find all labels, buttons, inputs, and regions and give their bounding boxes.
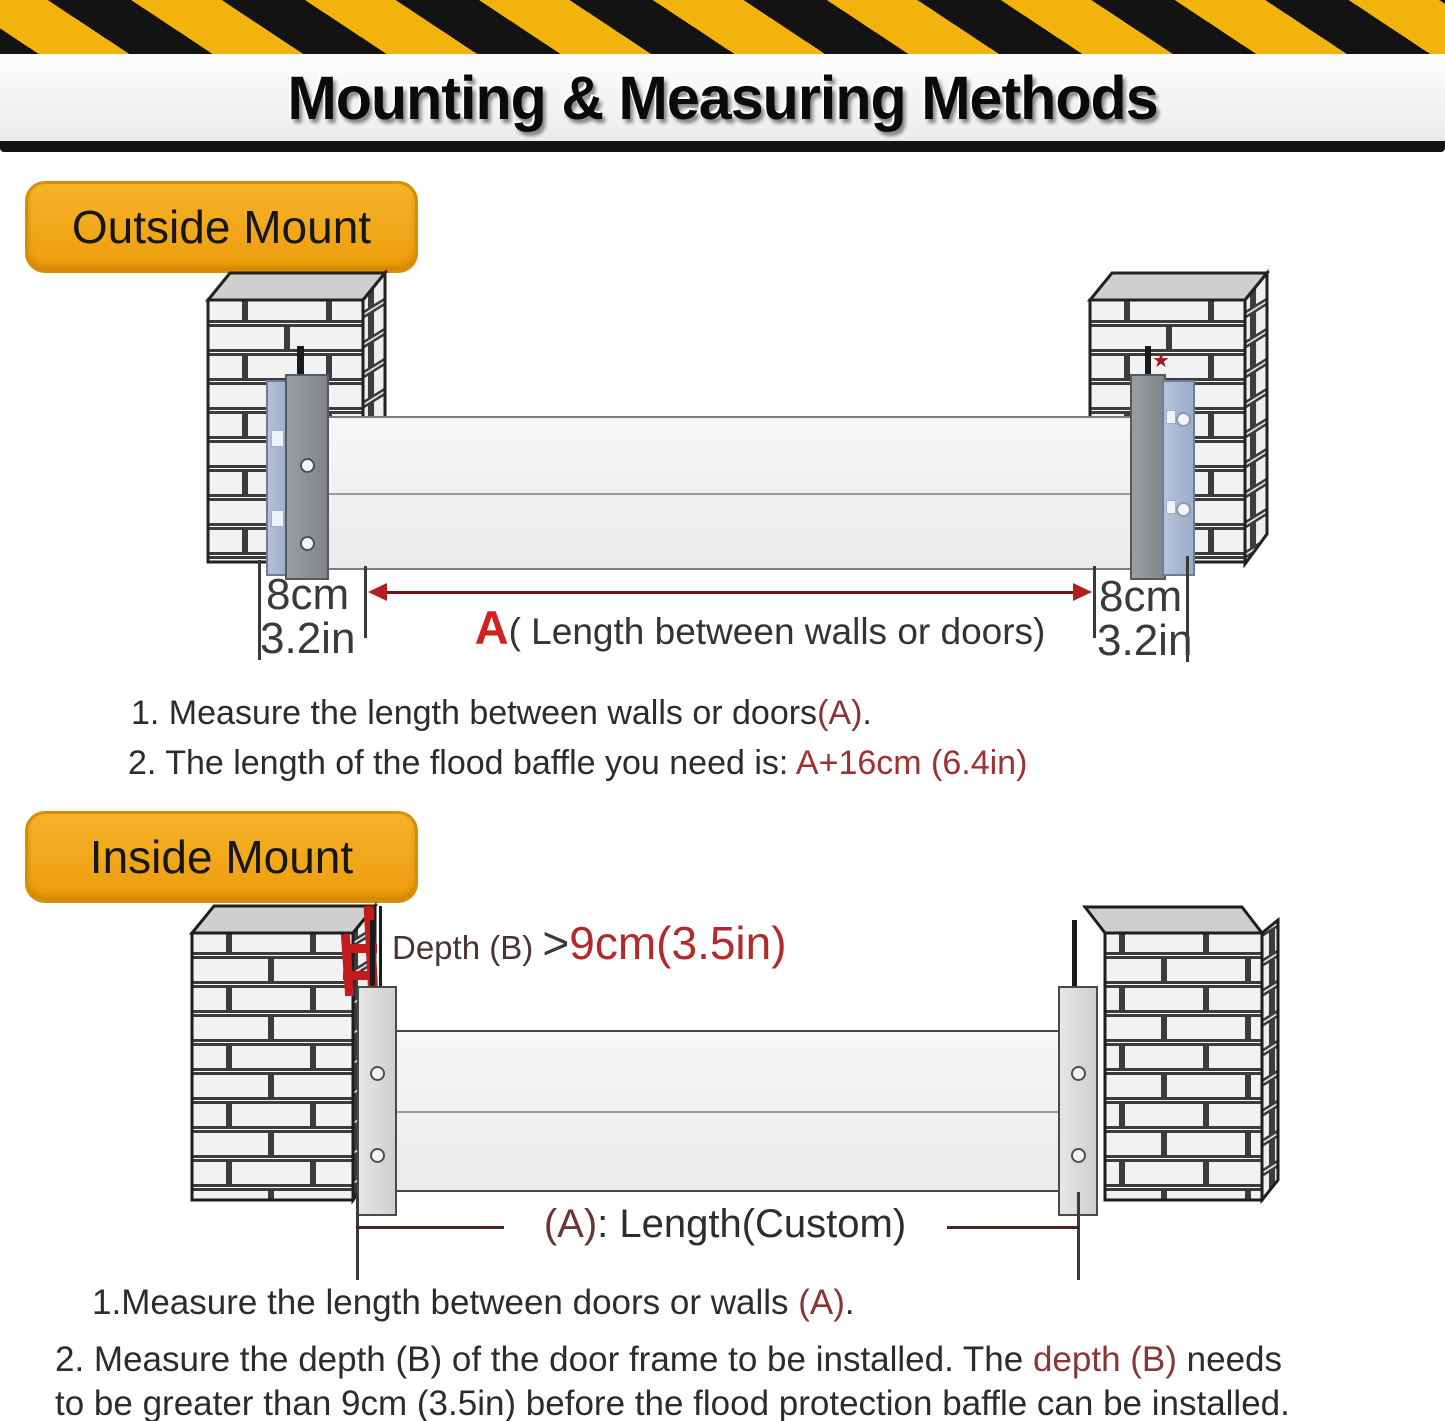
- dimension-arrow: [368, 583, 1092, 601]
- length-a-label: A( Length between walls or doors): [474, 601, 1046, 654]
- flood-barrier-outside: [318, 416, 1140, 570]
- anchor-rod-inside-left: [370, 920, 375, 990]
- dimension-tick: [1093, 566, 1096, 638]
- inside-mount-badge-label: Inside Mount: [89, 831, 354, 883]
- mounting-channel-outside-left: [285, 374, 329, 580]
- offset-right-in: 3.2in: [1097, 616, 1193, 665]
- seal-strip-outside-right: [1162, 380, 1195, 576]
- length-a-accent: A: [474, 601, 509, 654]
- inside-step-1: 1.Measure the length between doors or walls (A).: [92, 1283, 855, 1322]
- inside-mount-badge: [25, 811, 418, 903]
- mounting-channel-outside-right: [1130, 374, 1166, 580]
- banner-divider: [0, 141, 1445, 152]
- outside-step-2: 2. The length of the flood baffle you need is: A+16cm (6.4in): [128, 744, 1028, 782]
- anchor-rod-inside-right: [1072, 920, 1077, 990]
- page-title: Mounting & Measuring Methods: [287, 64, 1158, 132]
- outside-mount-badge-label: Outside Mount: [71, 201, 372, 253]
- flood-barrier-inside: [393, 1030, 1067, 1192]
- offset-left-in: 3.2in: [260, 614, 356, 663]
- screw-hole: [370, 1148, 385, 1163]
- depth-label: Depth (B) >9cm(3.5in): [392, 917, 787, 969]
- dimension-line: [356, 1226, 504, 1229]
- mounting-channel-inside-right: [1058, 986, 1098, 1216]
- screw-hole: [1071, 1066, 1086, 1081]
- strip-mark: [271, 430, 284, 447]
- dimension-tick: [356, 1196, 359, 1280]
- strip-mark: [1166, 410, 1176, 424]
- screw-hole: [370, 1066, 385, 1081]
- strip-mark: [271, 510, 284, 527]
- hazard-stripe-band: [0, 0, 1445, 56]
- barrier-panel-seam: [320, 493, 1138, 495]
- arrowhead-right-icon: [1073, 583, 1092, 601]
- screw-hole: [300, 536, 315, 551]
- offset-left-cm: 8cm: [266, 570, 350, 619]
- brick-pillar-inside-right: [1080, 898, 1295, 1212]
- dimension-line: [947, 1226, 1079, 1229]
- inside-step-2: 2. Measure the depth (B) of the door frame to be installed. The depth (B) needs to be greater than 9cm (3.5in) before the flood protection baffle can be installed.: [55, 1340, 1290, 1421]
- star-mark-icon: ★: [1152, 350, 1170, 372]
- dimension-tick: [364, 566, 367, 638]
- mounting-channel-inside-left: [357, 986, 397, 1216]
- screw-hole: [300, 458, 315, 473]
- outside-step-1: 1. Measure the length between walls or doors(A).: [131, 694, 872, 732]
- outside-mount-badge: [25, 181, 418, 273]
- length-custom-label: (A): Length(Custom): [543, 1202, 907, 1246]
- arrowhead-left-icon: [368, 583, 387, 601]
- barrier-panel-seam: [395, 1111, 1065, 1113]
- screw-hole: [1071, 1148, 1086, 1163]
- strip-mark: [1166, 500, 1176, 514]
- screw-hole: [1176, 502, 1191, 517]
- offset-right-cm: 8cm: [1099, 572, 1183, 621]
- title-banner: [0, 54, 1445, 142]
- dimension-tick: [1077, 1192, 1080, 1280]
- screw-hole: [1176, 412, 1191, 427]
